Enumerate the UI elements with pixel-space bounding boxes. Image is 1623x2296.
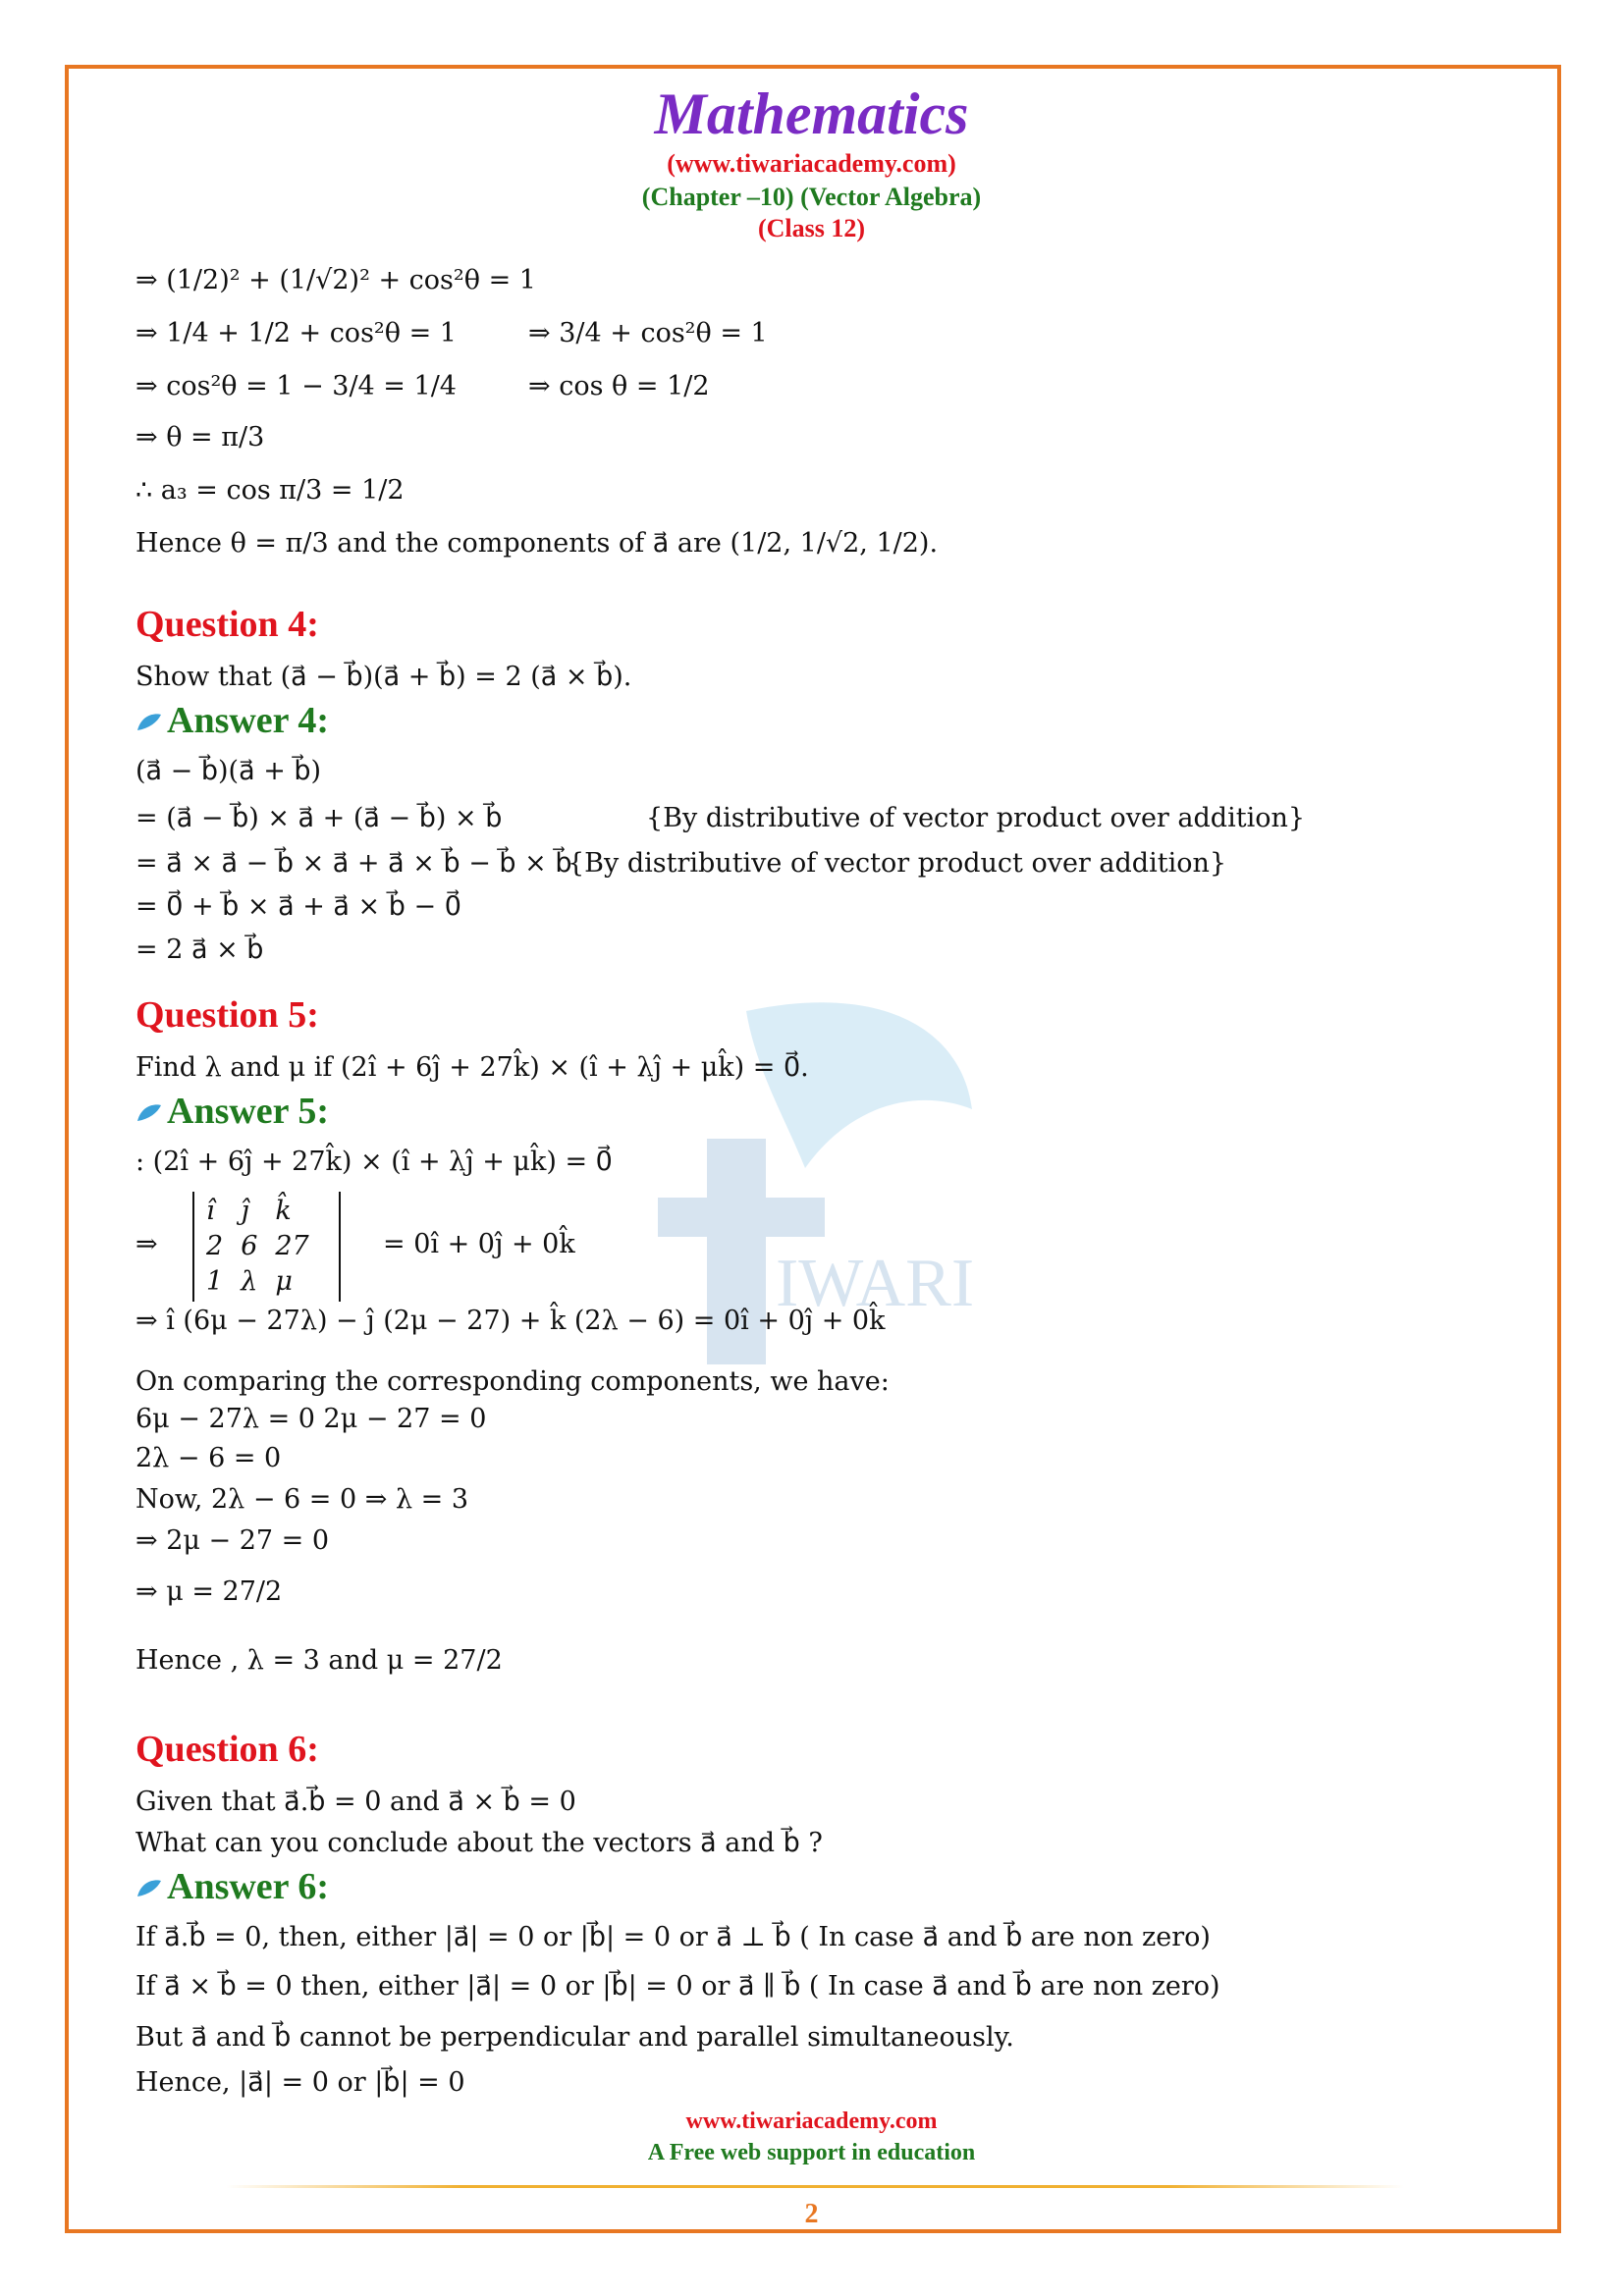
matrix-cell: 27 (275, 1231, 309, 1261)
equation-arrow: ⇒ (135, 1229, 158, 1259)
equation-line: (a⃗ − b⃗)(a⃗ + b⃗) (135, 756, 322, 786)
equation-line: Hence , λ = 3 and μ = 27/2 (135, 1645, 503, 1676)
equation-note: {By distributive of vector product over addition} (568, 848, 1227, 879)
equation-line: ⇒ cos²θ = 1 − 3/4 = 1/4 (135, 371, 457, 401)
question-6-text: Given that a⃗.b⃗ = 0 and a⃗ × b⃗ = 0 (135, 1787, 576, 1817)
matrix-cell: î (206, 1196, 215, 1226)
equation-line: But a⃗ and b⃗ cannot be perpendicular and parallel simultaneously. (135, 2022, 1014, 2053)
equation-line: ⇒ 1/4 + 1/2 + cos²θ = 1 (135, 318, 457, 348)
question-5-text: Find λ and μ if (2î + 6ĵ + 27k̂) × (î + λĵ + μk̂) = 0⃗. (135, 1052, 809, 1083)
answer-6-label: Answer 6: (167, 1866, 330, 1907)
answer-4-heading (135, 700, 330, 741)
equation-line: ⇒ θ = π/3 (135, 422, 265, 453)
answer-4-label: Answer 4: (167, 700, 330, 741)
page-number: 2 (804, 2199, 819, 2229)
matrix-cell: 6 (241, 1231, 258, 1261)
equation-line: 2λ − 6 = 0 (135, 1443, 282, 1473)
watermark-logo-icon (628, 972, 982, 1404)
footer-divider (226, 2185, 1404, 2188)
answer-5-heading (135, 1091, 330, 1132)
equation-line: ⇒ cos θ = 1/2 (528, 371, 710, 401)
header-chapter: (Chapter –10) (Vector Algebra) (641, 183, 982, 211)
equation-line: ⇒ (1/2)² + (1/√2)² + cos²θ = 1 (135, 265, 536, 295)
question-5-heading: Question 5: (135, 994, 319, 1036)
header-site[interactable]: (www.tiwariacademy.com) (667, 149, 956, 178)
equation-line: ⇒ μ = 27/2 (135, 1576, 283, 1607)
equation-line: Now, 2λ − 6 = 0 ⇒ λ = 3 (135, 1484, 469, 1515)
matrix-cell: ĵ (241, 1196, 249, 1226)
equation-line: On comparing the corresponding components, we have: (135, 1366, 890, 1397)
equation-note: {By distributive of vector product over addition} (646, 803, 1306, 833)
equation-line: If a⃗ × b⃗ = 0 then, either |a⃗| = 0 or |b⃗| = 0 or a⃗ ∥ b⃗ ( In case a⃗ and b⃗ are non zero) (135, 1971, 1220, 2002)
determinant-matrix (192, 1192, 341, 1302)
equation-line: : (2î + 6ĵ + 27k̂) × (î + λĵ + μk̂) = 0⃗ (135, 1147, 613, 1177)
equation-line: = 0î + 0ĵ + 0k̂ (383, 1229, 575, 1259)
equation-line: = 2 a⃗ × b⃗ (135, 934, 264, 965)
equation-line: Hence θ = π/3 and the components of a⃗ are (1/2, 1/√2, 1/2). (135, 528, 939, 559)
equation-line: ∴ a₃ = cos π/3 = 1/2 (135, 475, 405, 506)
equation-line: ⇒ 3/4 + cos²θ = 1 (528, 318, 768, 348)
matrix-cell: μ (275, 1266, 293, 1297)
leaf-logo-icon (135, 1101, 163, 1125)
footer-url[interactable]: www.tiwariacademy.com (685, 2109, 938, 2134)
question-4-heading: Question 4: (135, 604, 319, 645)
question-6-heading: Question 6: (135, 1729, 319, 1770)
equation-line: = a⃗ × a⃗ − b⃗ × a⃗ + a⃗ × b⃗ − b⃗ × b⃗ (135, 848, 572, 879)
matrix-cell: k̂ (275, 1196, 292, 1226)
equation-line: If a⃗.b⃗ = 0, then, either |a⃗| = 0 or |b⃗| = 0 or a⃗ ⊥ b⃗ ( In case a⃗ and b⃗ are non zero) (135, 1922, 1211, 1952)
header-class: (Class 12) (757, 214, 866, 242)
leaf-logo-icon (135, 711, 163, 734)
question-4-text: Show that (a⃗ − b⃗)(a⃗ + b⃗) = 2 (a⃗ × b⃗). (135, 662, 632, 692)
answer-6-heading (135, 1866, 330, 1907)
equation-line: = (a⃗ − b⃗) × a⃗ + (a⃗ − b⃗) × b⃗ (135, 803, 503, 833)
footer-tagline: A Free web support in education (647, 2140, 976, 2165)
svg-text:IWARI: IWARI (776, 1246, 975, 1321)
question-6-text: What can you conclude about the vectors a⃗ and b⃗ ? (135, 1828, 823, 1858)
equation-line: ⇒ 2μ − 27 = 0 (135, 1525, 330, 1556)
page-title: Mathematics (654, 81, 969, 146)
matrix-cell: λ (241, 1266, 258, 1297)
matrix-cell: 1 (206, 1266, 224, 1297)
leaf-logo-icon (135, 1877, 163, 1900)
answer-5-label: Answer 5: (167, 1091, 330, 1132)
matrix-cell: 2 (206, 1231, 224, 1261)
equation-line: Hence, |a⃗| = 0 or |b⃗| = 0 (135, 2067, 465, 2098)
equation-line: = 0⃗ + b⃗ × a⃗ + a⃗ × b⃗ − 0⃗ (135, 891, 461, 922)
equation-line: ⇒ î (6μ − 27λ) − ĵ (2μ − 27) + k̂ (2λ − 6) = 0î + 0ĵ + 0k̂ (135, 1306, 886, 1336)
equation-line: 6μ − 27λ = 0 2μ − 27 = 0 (135, 1404, 487, 1434)
